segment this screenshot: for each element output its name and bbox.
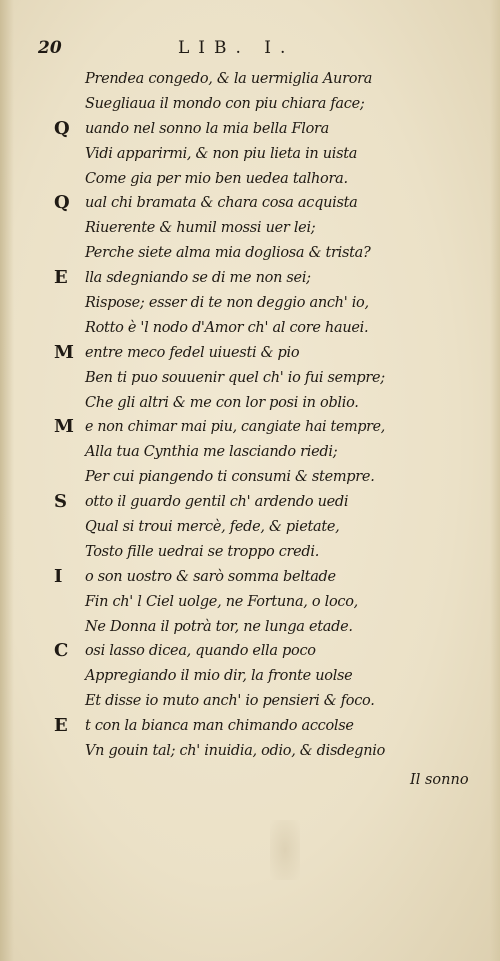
verse-text: lla sdegniando se di me non sei; (85, 270, 311, 287)
verse-line (0, 316, 500, 341)
verse-text: ual chi bramata & chara cosa acquista (85, 195, 358, 212)
running-head: LIB. I. (178, 38, 295, 58)
verse-text: Appregiando il mio dir, la fronte uolse (85, 668, 353, 685)
verse-line (0, 142, 500, 167)
verse-line (0, 639, 500, 664)
verse-text: o son uostro & sarò somma beltade (85, 568, 336, 585)
verse-text: Alla tua Cynthia me lasciando riedi; (85, 444, 338, 461)
verse-text: Vidi apparirmi, & non piu lieta in uista (85, 145, 358, 162)
verse-text: e non chimar mai piu, cangiate hai tempre, (85, 419, 386, 436)
verse-line (0, 465, 500, 490)
verse-line (0, 266, 500, 291)
verse-line (0, 565, 500, 590)
verse-line (0, 440, 500, 465)
verse-line (0, 92, 500, 117)
verse-text: Fin ch' l Ciel uolge, ne Fortuna, o loco, (85, 593, 358, 610)
verse-text: otto il guardo gentil ch' ardendo uedi (85, 494, 349, 511)
verse-line (0, 241, 500, 266)
verse-text: entre meco fedel uiuesti & pio (85, 344, 300, 361)
verse-line (0, 689, 500, 714)
verse-text: Vn gouin tal; ch' inuidia, odio, & disdegnio (85, 743, 385, 760)
tercet-initial: E (54, 267, 68, 289)
tercet-initial: M (54, 341, 74, 363)
folio-number: 20 (38, 38, 62, 58)
verse-line (0, 391, 500, 416)
verse-text: osi lasso dicea, quando ella poco (85, 643, 316, 660)
verse-text: Per cui piangendo ti consumi & stempre. (85, 469, 375, 486)
verse-text: Suegliaua il mondo con piu chiara face; (85, 95, 365, 112)
verse-text: Qual si troui mercè, fede, & pietate, (85, 519, 340, 536)
verse-text: Prendea congedo, & la uermiglia Aurora (85, 71, 373, 87)
verse-line (0, 67, 500, 92)
verse-line (0, 117, 500, 142)
verse-text: Tosto fille uedrai se troppo credi. (85, 543, 320, 560)
tercet-initial: C (54, 640, 69, 662)
verse-text: Come gia per mio ben uedea talhora. (85, 170, 348, 187)
tercet-initial: E (54, 715, 68, 737)
verse-line (0, 664, 500, 689)
verse-line (0, 415, 500, 440)
verse-line (0, 341, 500, 366)
verse-text: t con la bianca man chimando accolse (85, 718, 354, 735)
verse-line (0, 167, 500, 192)
tercet-initial: Q (54, 117, 70, 139)
verse-text: Et disse io muto anch' io pensieri & foco. (85, 693, 375, 710)
verse-text: Ben ti puo souuenir quel ch' io fui sempre; (85, 369, 385, 386)
verse-line (0, 615, 500, 640)
verse-line (0, 590, 500, 615)
verse-line (0, 291, 500, 316)
verse-text: uando nel sonno la mia bella Flora (85, 120, 330, 137)
verse-line (0, 216, 500, 241)
verse-text: Riuerente & humil mossi uer lei; (85, 220, 316, 237)
verse-line (0, 366, 500, 391)
verse-line (0, 540, 500, 565)
verse-text: Che gli altri & me con lor posi in oblio. (85, 394, 359, 411)
verse-line (0, 490, 500, 515)
poem-text-block (0, 67, 500, 764)
page-header (0, 38, 500, 60)
catchword: Il sonno (410, 772, 469, 788)
tercet-initial: S (54, 491, 67, 513)
verse-line (0, 191, 500, 216)
tercet-initial: I (54, 565, 63, 587)
verse-text: Rotto è 'l nodo d'Amor ch' al core hauei. (85, 319, 369, 336)
verse-line (0, 714, 500, 739)
verse-text: Ne Donna il potrà tor, ne lunga etade. (85, 618, 353, 635)
tercet-initial: Q (54, 192, 70, 214)
paper-stain (270, 820, 300, 880)
tercet-initial: M (54, 416, 74, 438)
verse-line (0, 739, 500, 764)
verse-line (0, 515, 500, 540)
verse-text: Rispose; esser di te non deggio anch' io, (85, 295, 369, 312)
verse-text: Perche siete alma mia dogliosa & trista? (85, 245, 371, 262)
